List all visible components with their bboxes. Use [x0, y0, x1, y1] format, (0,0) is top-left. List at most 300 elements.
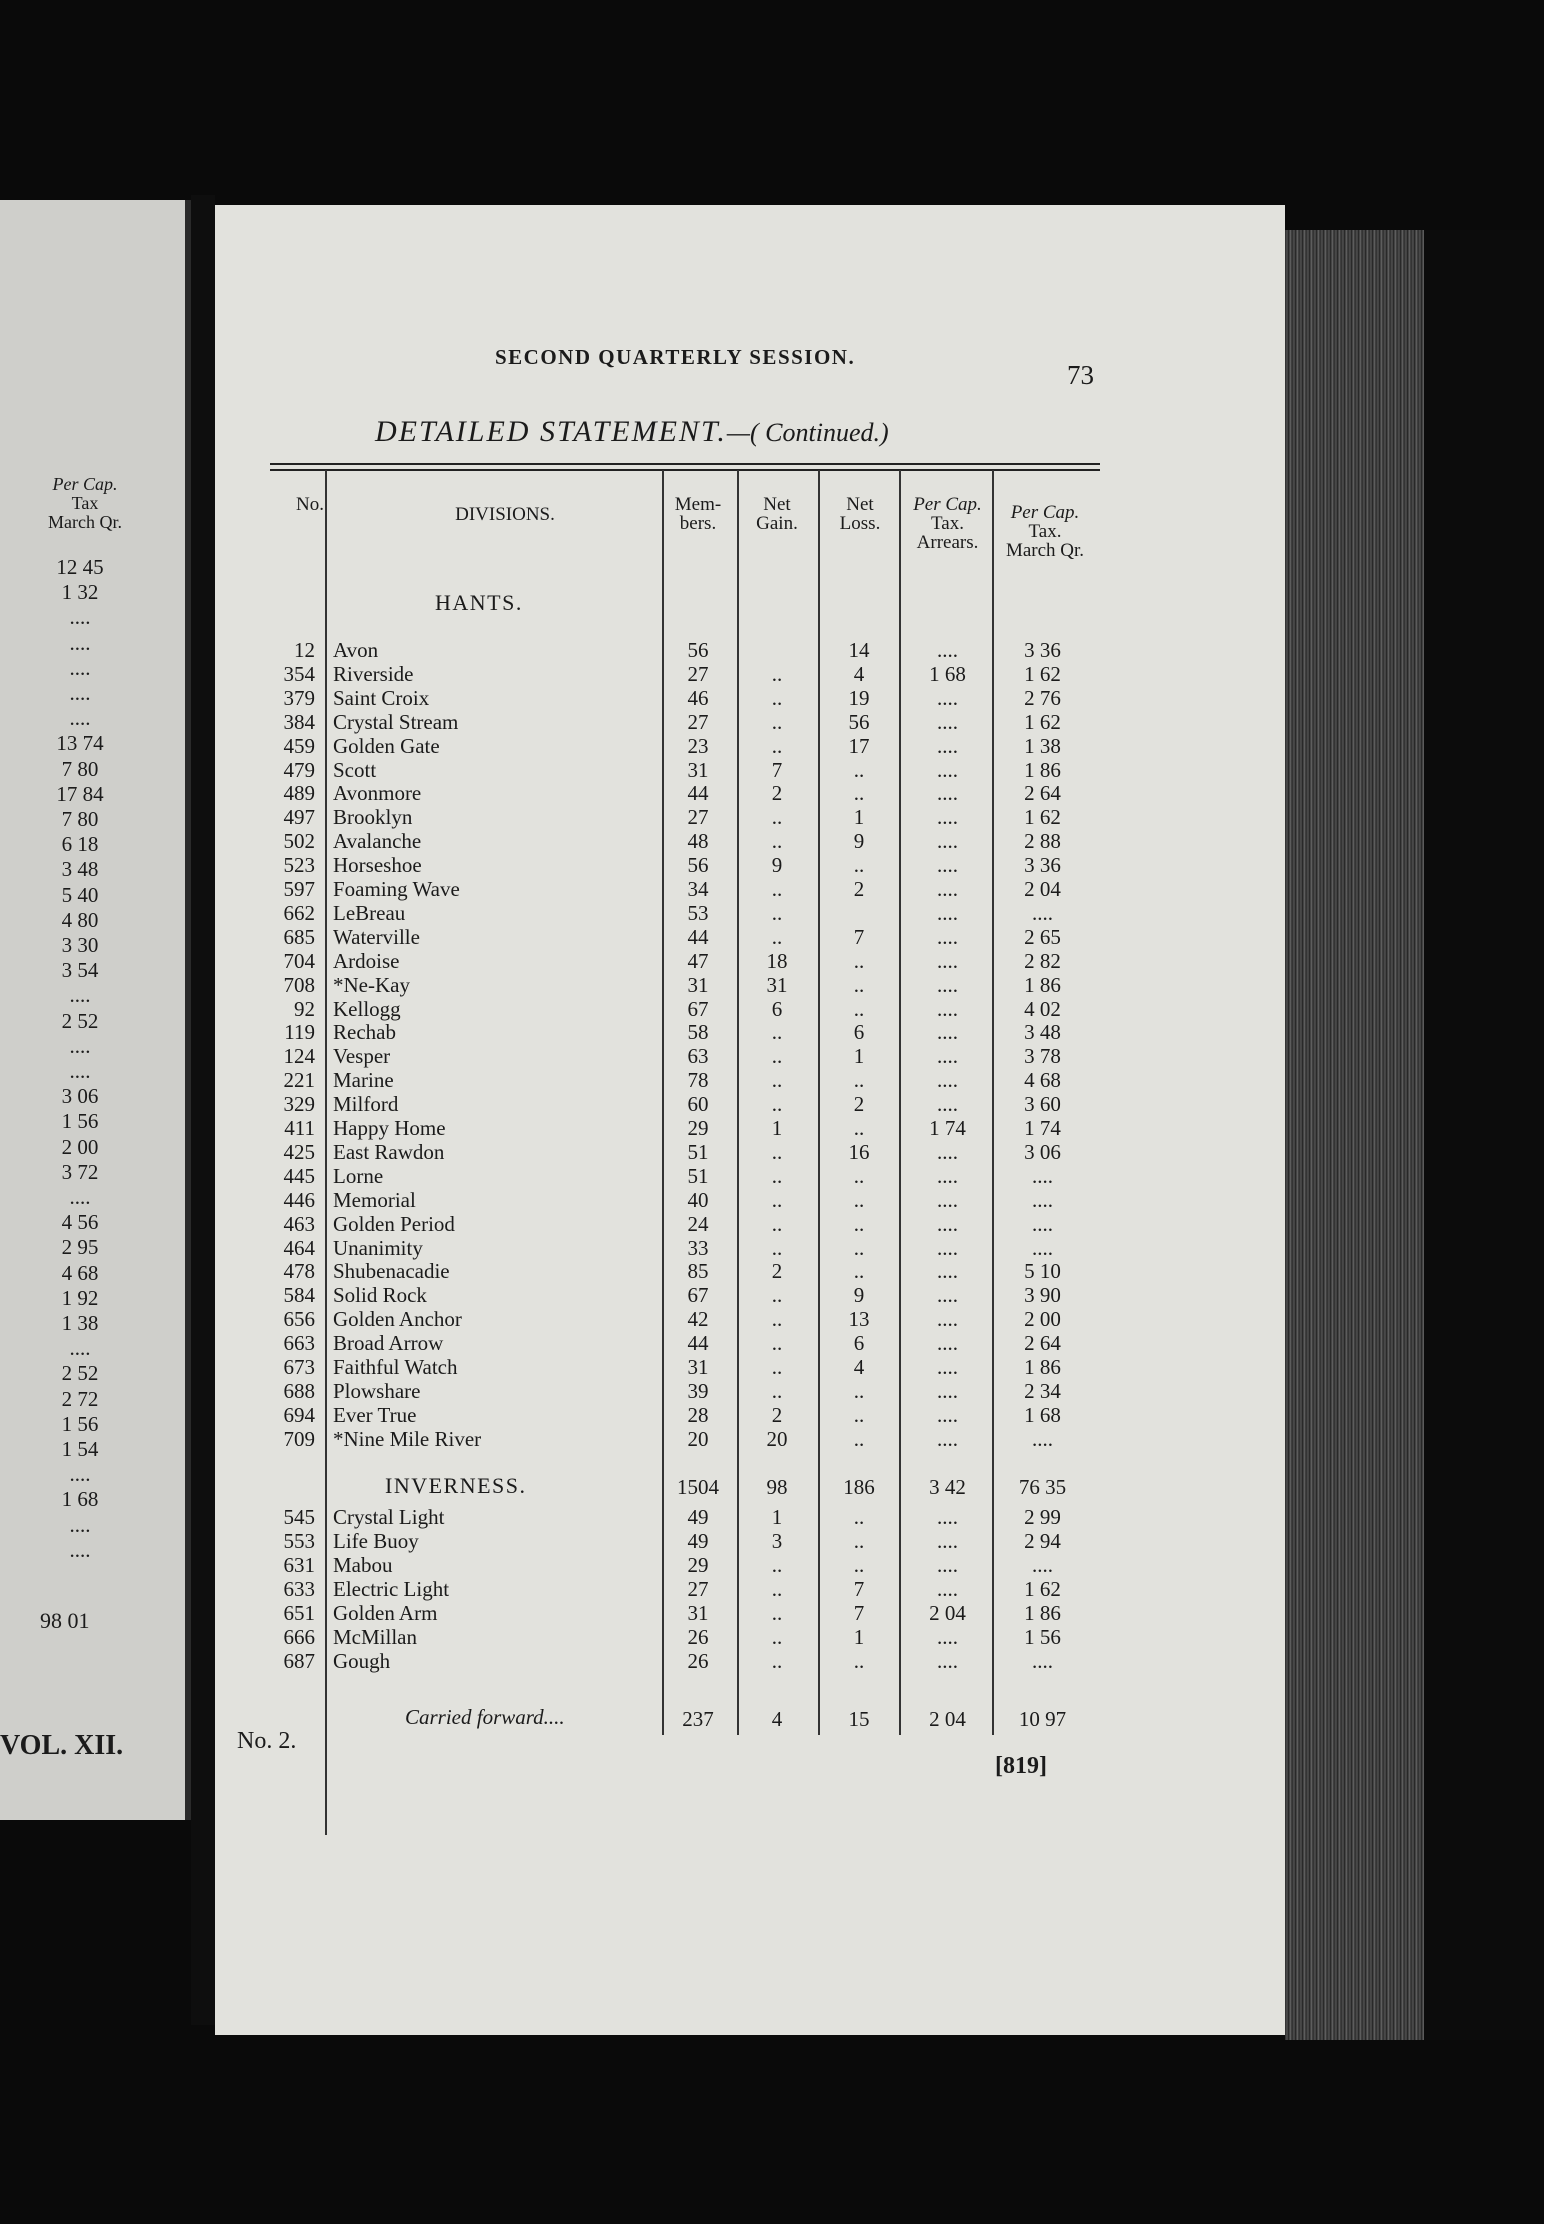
net-gain-value: 18	[766, 948, 788, 973]
title-rule	[270, 463, 1100, 465]
tax-value: 2 76	[1024, 685, 1061, 710]
net-gain-value: ..	[771, 1283, 783, 1308]
left-page-value: 5 40	[61, 882, 99, 907]
arrears-value: ....	[937, 638, 958, 662]
members-value: 26	[687, 1625, 709, 1649]
members-value: 67	[687, 996, 709, 1021]
row-number: 463	[283, 1211, 315, 1236]
division-name: Shubenacadie	[333, 1259, 450, 1284]
net-gain-value: 2	[771, 781, 783, 806]
members-value: 42	[687, 1307, 709, 1332]
members-value: 29	[687, 1116, 709, 1140]
left-page-value: 4 80	[61, 907, 99, 932]
left-page-value: 1 68	[61, 1487, 99, 1512]
left-page-value: 12 45	[56, 555, 104, 579]
header-net-gain: Net Gain.	[756, 494, 798, 534]
net-loss-value: ..	[853, 757, 865, 782]
arrears-value: ....	[937, 853, 958, 878]
members-value: 46	[687, 685, 709, 710]
division-name: Crystal Light	[333, 1505, 445, 1529]
net-gain-value: 2	[771, 1402, 783, 1427]
members-value: 31	[687, 1355, 709, 1379]
tax-value: 4 68	[1024, 1068, 1061, 1093]
members-value: 51	[687, 1139, 709, 1164]
tax-value: 1 68	[1024, 1402, 1061, 1427]
division-name: Solid Rock	[333, 1283, 427, 1308]
members-value: 51	[687, 1163, 709, 1188]
net-gain-value: ..	[771, 1163, 783, 1188]
left-page-value: ....	[69, 1033, 91, 1058]
net-gain-value: ..	[771, 1355, 783, 1379]
members-value: 28	[687, 1402, 709, 1427]
net-loss-value: ..	[853, 1426, 865, 1451]
members-value: 237	[682, 1707, 714, 1731]
net-loss-value: 14	[848, 638, 870, 662]
net-gain-value: ..	[771, 661, 783, 686]
left-page-value: 13 74	[56, 731, 104, 756]
row-number: 523	[283, 853, 315, 878]
row-number: 464	[283, 1235, 315, 1260]
division-name: Milford	[333, 1092, 399, 1117]
tax-value: 2 82	[1024, 948, 1061, 973]
net-gain-value: ..	[771, 805, 783, 830]
arrears-value: ....	[937, 1577, 958, 1601]
tax-value: 3 36	[1024, 853, 1061, 878]
row-number: 489	[283, 781, 315, 806]
net-gain-value: ..	[771, 709, 783, 734]
main-page	[215, 205, 1285, 2035]
tax-value: 2 88	[1024, 829, 1061, 854]
members-value: 49	[687, 1505, 709, 1529]
tax-value: 10 97	[1018, 1707, 1067, 1731]
tax-value: 2 65	[1024, 924, 1061, 949]
arrears-value: ....	[937, 709, 958, 734]
tax-value: ....	[1032, 1163, 1053, 1188]
arrears-value: ....	[937, 1259, 958, 1284]
tax-value: 1 62	[1024, 1577, 1061, 1601]
division-name: East Rawdon	[333, 1139, 445, 1164]
tax-value: ....	[1032, 1187, 1053, 1212]
net-loss-value: 16	[848, 1139, 870, 1164]
members-value: 48	[687, 829, 709, 854]
net-gain-value: ..	[771, 1044, 783, 1069]
division-name: Kellogg	[333, 996, 401, 1021]
arrears-value: ....	[937, 1529, 958, 1553]
arrears-value: ....	[937, 1553, 958, 1577]
net-loss-value: 2	[853, 1092, 865, 1117]
division-name: Lorne	[333, 1163, 384, 1188]
division-name: Horseshoe	[333, 853, 422, 878]
row-number: 708	[283, 972, 315, 997]
row-number: 688	[283, 1378, 315, 1403]
left-page-footer: VOL. XII.	[0, 1730, 124, 1761]
net-loss-value: ..	[853, 1259, 865, 1284]
members-value: 44	[687, 1331, 709, 1356]
left-page-value: 7 80	[61, 756, 99, 781]
arrears-value: ....	[937, 1307, 958, 1332]
net-loss-value: ..	[853, 853, 865, 878]
net-gain-value: ..	[771, 1187, 783, 1212]
net-loss-value: ..	[853, 1163, 865, 1188]
net-loss-value: ..	[853, 1529, 865, 1553]
tax-value: 4 02	[1024, 996, 1061, 1021]
net-gain-value: ..	[771, 1625, 783, 1649]
members-value: 47	[687, 948, 709, 973]
division-name: Saint Croix	[333, 685, 430, 710]
left-page-value: 4 56	[61, 1210, 99, 1235]
arrears-value: ....	[937, 900, 958, 925]
title-suffix: —( Continued.)	[726, 418, 889, 447]
division-name: Waterville	[333, 924, 420, 949]
net-loss-value: ..	[853, 1235, 865, 1260]
net-loss-value: 17	[848, 733, 870, 758]
row-number: 673	[283, 1355, 315, 1379]
row-number: 651	[283, 1601, 315, 1625]
net-loss-value: ..	[853, 972, 865, 997]
tax-value: 1 86	[1024, 1355, 1061, 1379]
net-loss-value: 9	[853, 1283, 865, 1308]
tax-value: 2 99	[1024, 1505, 1061, 1529]
arrears-value: ....	[937, 1402, 958, 1427]
arrears-value: ....	[937, 972, 958, 997]
division-name: Gough	[333, 1649, 391, 1673]
row-number: 445	[283, 1163, 315, 1188]
division-name: *Nine Mile River	[333, 1426, 482, 1451]
tax-value: ....	[1032, 1553, 1053, 1577]
row-number: 384	[283, 709, 315, 734]
row-number: 584	[283, 1283, 315, 1308]
members-value: 31	[687, 1601, 709, 1625]
row-number: 12	[294, 638, 315, 662]
net-gain-value: 98	[766, 1475, 788, 1499]
net-loss-value: 6	[853, 1331, 865, 1356]
tax-value: 1 62	[1024, 805, 1061, 830]
net-loss-value: 4	[853, 661, 865, 686]
arrears-value: ....	[937, 1163, 958, 1188]
division-name: Broad Arrow	[333, 1331, 444, 1356]
left-page-value: 6 18	[61, 832, 99, 857]
division-name: Golden Arm	[333, 1601, 438, 1625]
members-value: 1504	[677, 1475, 719, 1499]
row-number: 662	[283, 900, 315, 925]
arrears-value: 1 68	[929, 661, 966, 686]
arrears-value: 2 04	[929, 1707, 966, 1731]
left-page-value: 1 56	[61, 1411, 99, 1436]
header-tax: Per Cap. Tax. March Qr.	[1005, 502, 1085, 561]
tax-value: 1 56	[1024, 1625, 1061, 1649]
row-number: 545	[283, 1505, 315, 1529]
net-loss-value: 4	[853, 1355, 865, 1379]
tax-value: ....	[1032, 1211, 1053, 1236]
members-value: 56	[687, 638, 709, 662]
net-gain-value: 3	[771, 1529, 783, 1553]
members-value: 33	[687, 1235, 709, 1260]
tax-value: 1 86	[1024, 1601, 1061, 1625]
page-edges	[1285, 230, 1544, 2040]
left-page-value: ....	[69, 1512, 91, 1537]
net-gain-value: 4	[771, 1707, 783, 1731]
col-rule-5	[899, 470, 901, 1735]
arrears-value: ....	[937, 1068, 958, 1093]
net-gain-value: ..	[771, 924, 783, 949]
left-page-value: ....	[69, 1336, 91, 1361]
arrears-value: ....	[937, 1378, 958, 1403]
arrears-value: ....	[937, 757, 958, 782]
title-rule-2	[270, 469, 1100, 471]
members-value: 63	[687, 1044, 709, 1069]
net-loss-value: 6	[853, 1020, 865, 1045]
net-loss-value: ..	[853, 1402, 865, 1427]
division-name: Avon	[333, 638, 379, 662]
net-gain-value: 2	[771, 1259, 783, 1284]
members-value: 67	[687, 1283, 709, 1308]
tax-value: 2 64	[1024, 781, 1061, 806]
tax-value: 2 04	[1024, 877, 1061, 901]
division-name: Memorial	[333, 1187, 416, 1212]
row-number: 446	[283, 1187, 315, 1212]
arrears-value: 3 42	[929, 1475, 966, 1499]
members-value: 53	[687, 900, 709, 925]
division-name: Brooklyn	[333, 805, 413, 830]
left-page-value: ....	[69, 1462, 91, 1487]
running-head: SECOND QUARTERLY SESSION.	[495, 345, 856, 369]
net-loss-value: 1	[853, 1044, 865, 1069]
members-value: 20	[687, 1426, 709, 1451]
tax-value: 3 48	[1024, 1020, 1061, 1045]
left-page-value: 1 92	[61, 1285, 99, 1310]
row-number: 633	[283, 1577, 315, 1601]
net-loss-value: ..	[853, 1553, 865, 1577]
tax-value: 2 00	[1024, 1307, 1061, 1332]
tax-value: ....	[1032, 1649, 1053, 1673]
row-number: 553	[283, 1529, 315, 1553]
section-inverness: INVERNESS.	[385, 1473, 527, 1498]
division-name: Avalanche	[333, 829, 422, 854]
division-name: McMillan	[333, 1625, 417, 1649]
division-name: Crystal Stream	[333, 709, 459, 734]
net-gain-value: ..	[771, 1331, 783, 1356]
net-gain-value: 6	[771, 996, 783, 1021]
tax-value: 2 34	[1024, 1378, 1061, 1403]
left-page-value: 3 30	[61, 933, 99, 957]
members-value: 23	[687, 733, 709, 758]
members-value: 39	[687, 1378, 709, 1403]
net-gain-value: 20	[766, 1426, 788, 1451]
members-value: 58	[687, 1020, 709, 1045]
division-name: Vesper	[333, 1044, 391, 1069]
arrears-value: ....	[937, 781, 958, 806]
left-page-value: ....	[69, 605, 91, 630]
arrears-value: ....	[937, 1044, 958, 1069]
left-page-header: Per Cap. Tax March Qr.	[48, 474, 122, 532]
members-value: 44	[687, 781, 709, 806]
tax-value: 1 86	[1024, 757, 1061, 782]
division-name: Life Buoy	[333, 1529, 419, 1553]
net-gain-value: ..	[771, 1553, 783, 1577]
row-number: 656	[283, 1307, 315, 1332]
division-name: Happy Home	[333, 1116, 446, 1140]
tax-value: 5 10	[1024, 1259, 1061, 1284]
division-name: Golden Gate	[333, 733, 440, 758]
left-page-value: ....	[69, 630, 91, 655]
arrears-value: ....	[937, 1426, 958, 1451]
left-page-value: ....	[69, 1185, 91, 1209]
net-loss-value: 7	[853, 1577, 865, 1601]
net-loss-value: ..	[853, 781, 865, 806]
row-number: 497	[283, 805, 315, 830]
members-value: 27	[687, 1577, 709, 1601]
net-gain-value: ..	[771, 877, 783, 901]
row-number: 124	[283, 1044, 315, 1069]
arrears-value: ....	[937, 1625, 958, 1649]
net-loss-value: 15	[848, 1707, 870, 1731]
left-page-value: 7 80	[61, 807, 99, 831]
row-number: 119	[284, 1020, 315, 1045]
row-number: 459	[283, 733, 315, 758]
tax-value: 3 06	[1024, 1139, 1061, 1164]
arrears-value: ....	[937, 829, 958, 854]
tax-value: 3 60	[1024, 1092, 1061, 1117]
arrears-value: ....	[937, 877, 958, 901]
tax-value: 3 78	[1024, 1044, 1061, 1069]
net-loss-value: 186	[843, 1475, 875, 1499]
members-value: 78	[687, 1068, 709, 1093]
net-loss-value: 1	[853, 1625, 865, 1649]
left-page-value: 3 54	[61, 958, 99, 983]
net-gain-value: ..	[771, 1139, 783, 1164]
net-loss-value: 9	[853, 829, 865, 854]
net-loss-value: ..	[853, 1649, 865, 1673]
arrears-value: ....	[937, 1331, 958, 1356]
members-value: 29	[687, 1553, 709, 1577]
net-loss-value: 1	[853, 805, 865, 830]
net-gain-value: ..	[771, 1092, 783, 1117]
arrears-value: ....	[937, 805, 958, 830]
row-number: 666	[283, 1625, 315, 1649]
tax-value: 1 38	[1024, 733, 1061, 758]
arrears-value: 1 74	[929, 1116, 966, 1140]
division-name: Golden Period	[333, 1211, 455, 1236]
net-gain-value: 31	[766, 972, 788, 997]
row-number: 631	[283, 1553, 315, 1577]
division-name: Mabou	[333, 1553, 393, 1577]
header-members: Mem- bers.	[674, 494, 722, 534]
book-gutter	[191, 195, 215, 2025]
left-page-value: 4 68	[61, 1260, 99, 1285]
division-name: Faithful Watch	[333, 1355, 458, 1379]
tax-value: 76 35	[1018, 1475, 1067, 1499]
row-number: 354	[283, 661, 315, 686]
members-value: 34	[687, 877, 709, 901]
left-page-value: 1 38	[61, 1311, 99, 1335]
footer-left: No. 2.	[237, 1728, 297, 1754]
tax-value: 1 62	[1024, 661, 1061, 686]
header-arrears: Per Cap. Tax. Arrears.	[913, 494, 982, 553]
arrears-value: ....	[937, 924, 958, 949]
footer-right: [819]	[995, 1753, 1047, 1779]
header-divisions: DIVISIONS.	[455, 504, 555, 525]
net-gain-value: ..	[771, 685, 783, 710]
members-value: 40	[687, 1187, 709, 1212]
left-page-value: 1 54	[61, 1437, 99, 1461]
title-main: DETAILED STATEMENT.	[375, 415, 727, 448]
left-page-value: 3 72	[61, 1159, 99, 1184]
row-number: 502	[283, 829, 315, 854]
net-loss-value: ..	[853, 1187, 865, 1212]
tax-value: ....	[1032, 1235, 1053, 1260]
net-loss-value: ..	[853, 1068, 865, 1093]
left-page-value: 17 84	[56, 781, 104, 806]
tax-value: 1 62	[1024, 709, 1061, 734]
row-number: 687	[283, 1649, 315, 1673]
arrears-value: ....	[937, 1505, 958, 1529]
page-title	[375, 415, 889, 449]
col-rule-6	[992, 470, 994, 1735]
row-number: 704	[283, 948, 315, 973]
section-hants: HANTS.	[435, 590, 523, 615]
members-value: 31	[687, 757, 709, 782]
left-page-value: ....	[69, 1059, 91, 1083]
col-rule-4	[818, 470, 820, 1735]
division-name: Foaming Wave	[333, 877, 460, 901]
tax-value: ....	[1032, 900, 1053, 925]
net-gain-value: ..	[771, 1307, 783, 1332]
arrears-value: ....	[937, 996, 958, 1021]
tax-value: 3 36	[1024, 638, 1061, 662]
members-value: 85	[687, 1259, 709, 1284]
members-value: 44	[687, 924, 709, 949]
row-number: 478	[283, 1259, 315, 1284]
division-name: Avonmore	[333, 781, 422, 806]
net-loss-value: 19	[848, 685, 870, 710]
arrears-value: ....	[937, 1139, 958, 1164]
left-page-value: ....	[69, 706, 91, 731]
left-page-value: 1 32	[61, 580, 99, 605]
members-value: 56	[687, 853, 709, 878]
division-name: *Ne-Kay	[333, 972, 410, 997]
division-name: Scott	[333, 757, 377, 782]
members-value: 27	[687, 805, 709, 830]
division-name: Golden Anchor	[333, 1307, 462, 1332]
arrears-value: ....	[937, 1211, 958, 1236]
arrears-value: ....	[937, 1283, 958, 1308]
tax-value: 2 94	[1024, 1529, 1061, 1553]
division-name: LeBreau	[333, 900, 406, 925]
row-number: 329	[283, 1092, 315, 1117]
division-name: Plowshare	[333, 1378, 421, 1403]
arrears-value: ....	[937, 733, 958, 758]
net-gain-value: ..	[771, 1020, 783, 1045]
net-gain-value: ..	[771, 1211, 783, 1236]
left-page-value: 1 56	[61, 1109, 99, 1134]
arrears-value: ....	[937, 1235, 958, 1260]
net-gain-value: ..	[771, 900, 783, 925]
members-value: 60	[687, 1092, 709, 1117]
row-number: 411	[284, 1116, 315, 1140]
left-page-value: 3 06	[61, 1084, 99, 1109]
division-name: Marine	[333, 1068, 394, 1093]
net-gain-value: ..	[771, 1649, 783, 1673]
members-value: 27	[687, 661, 709, 686]
division-name: Unanimity	[333, 1235, 423, 1260]
net-gain-value: ..	[771, 1068, 783, 1093]
left-page-value: ....	[69, 1537, 91, 1562]
net-loss-value: ..	[853, 996, 865, 1021]
left-page-value: 2 52	[61, 1361, 99, 1386]
net-gain-value: 7	[771, 757, 783, 782]
tax-value: ....	[1032, 1426, 1053, 1451]
left-page-value: 2 00	[61, 1134, 99, 1159]
